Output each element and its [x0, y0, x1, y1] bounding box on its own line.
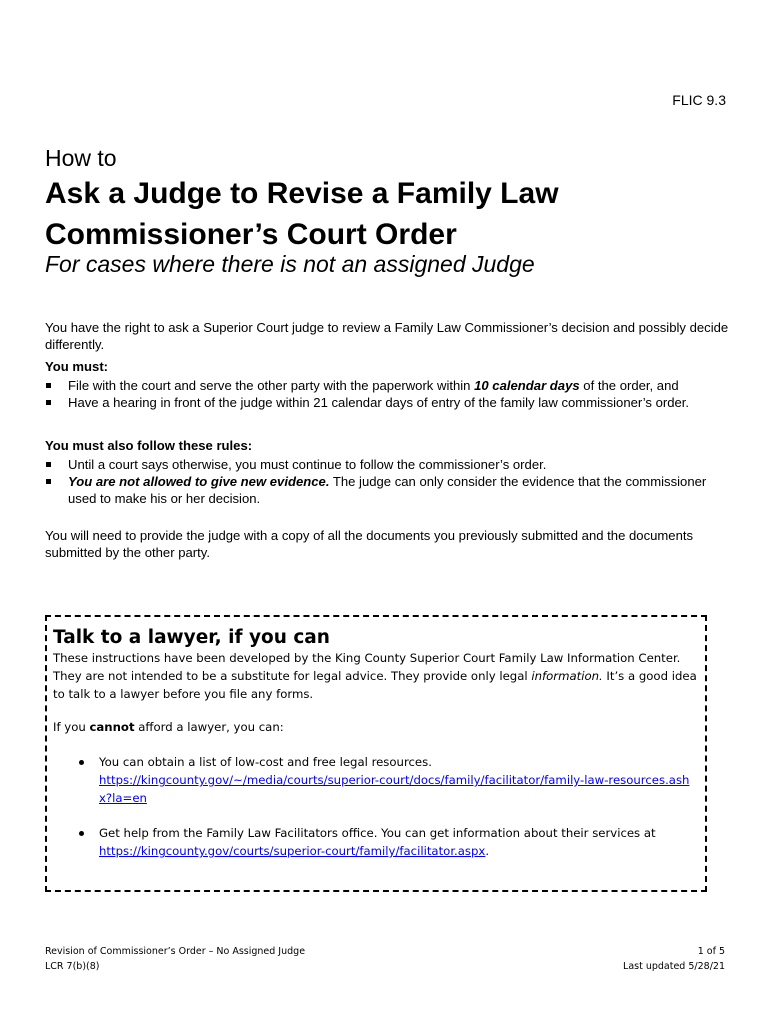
resources-list — [75, 753, 695, 860]
square-bullet-icon — [46, 479, 51, 484]
intro-text: It’s a good idea to talk to a lawyer before you file any forms. — [53, 669, 697, 701]
footer-row-2 — [45, 959, 725, 974]
list-item — [75, 824, 695, 860]
list-item-text: Get help from the Family Law Facilitators office. You can get information about their services at — [99, 826, 656, 840]
form-code: FLIC 9.3 — [672, 92, 726, 108]
square-bullet-icon — [46, 462, 51, 467]
rules-heading: You must also follow these rules: — [45, 438, 253, 453]
list-item-text: The judge can only consider the evidence that the commissioner used to make his or her decision. — [68, 474, 707, 506]
footer-doc-title: Revision of Commissioner’s Order – No Assigned Judge — [45, 946, 306, 957]
resources-link[interactable]: https://kingcounty.gov/~/media/courts/superior-court/docs/family/facilitator/family-law-resources.ashx?la=en — [99, 773, 690, 805]
cannot-afford-line — [53, 718, 703, 736]
footer-page-number: 1 of 5 — [697, 946, 725, 957]
list-item — [45, 473, 735, 507]
must-list — [45, 377, 735, 411]
list-item-text: Until a court says otherwise, you must continue to follow the commissioner’s order. — [68, 457, 547, 472]
list-item-text: of the order, and — [579, 378, 679, 393]
intro-paragraph: You have the right to ask a Superior Court judge to review a Family Law Commissioner’s decision and possibly decide differently. — [45, 320, 729, 352]
bullet-icon — [79, 760, 84, 765]
square-bullet-icon — [46, 383, 51, 388]
emphasis-text: information. — [531, 669, 603, 683]
page-title: Ask a Judge to Revise a Family Law Commissioner’s Court Order — [45, 177, 559, 251]
documents-paragraph: You will need to provide the judge with a copy of all the documents you previously submitted and the documents submitted by the other party. — [45, 528, 694, 560]
list-item-text: File with the court and serve the other party with the paperwork within — [68, 378, 475, 393]
footer-row-1 — [45, 944, 725, 959]
cannot-text: afford a lawyer, you can: — [134, 720, 284, 734]
footer-rule-ref: LCR 7(b)(8) — [45, 961, 100, 972]
intro-text: These instructions have been developed by the King County Superior Court Family Law Information Center. They are not intended to be a substitute for legal advice. They provide only legal — [53, 651, 681, 683]
must-heading: You must: — [45, 359, 109, 374]
cannot-text: If you — [53, 720, 90, 734]
bullet-icon — [79, 831, 84, 836]
rules-list — [45, 456, 735, 507]
emphasis-text: 10 calendar days — [474, 378, 580, 393]
list-item — [75, 753, 695, 807]
lawyer-box-title: Talk to a lawyer, if you can — [53, 627, 330, 648]
list-item — [45, 394, 735, 411]
footer-last-updated: Last updated 5/28/21 — [623, 961, 725, 972]
square-bullet-icon — [46, 400, 51, 405]
list-item — [45, 377, 735, 394]
list-item-text: . — [485, 844, 490, 858]
list-item-text: You can obtain a list of low-cost and free legal resources. — [99, 755, 432, 769]
cannot-bold: cannot — [89, 720, 135, 734]
facilitator-link[interactable]: https://kingcounty.gov/courts/superior-court/family/facilitator.aspx — [99, 844, 486, 858]
title-prefix: How to — [45, 145, 117, 171]
lawyer-box-intro — [53, 649, 703, 703]
list-item — [45, 456, 735, 473]
emphasis-text: You are not allowed to give new evidence. — [68, 474, 330, 489]
list-item-text: Have a hearing in front of the judge within 21 calendar days of entry of the family law commissioner’s order. — [68, 395, 690, 410]
page-subtitle: For cases where there is not an assigned Judge — [45, 251, 535, 277]
